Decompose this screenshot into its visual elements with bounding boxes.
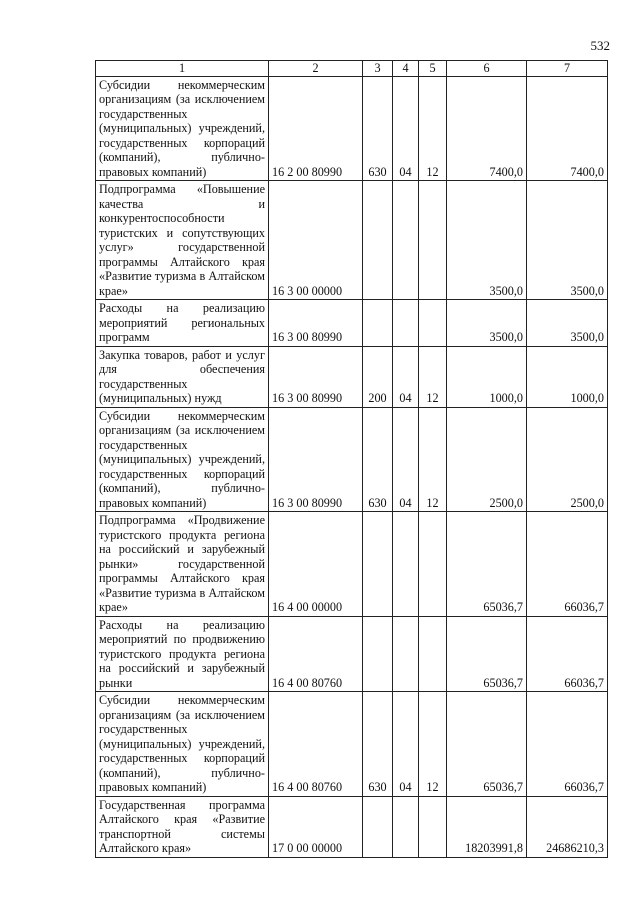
table-row: [96, 300, 608, 347]
item-name: Расходы на реализацию мероприятий по продвижению туристского продукта региона на российский и зарубежный рынки: [96, 616, 269, 692]
section: 04: [393, 76, 419, 181]
table-row: [96, 796, 608, 857]
column-header: 4: [393, 61, 419, 77]
section: 04: [393, 346, 419, 407]
subsection: 12: [419, 346, 447, 407]
expense-type: 200: [363, 346, 393, 407]
expense-type: [363, 616, 393, 692]
amount-col6: 18203991,8: [447, 796, 527, 857]
item-name: Подпрограмма «Продвижение туристского продукта региона на российский и зарубежный рынки» государственной программы Алтайского края «Развитие туризма в Алтайском крае»: [96, 512, 269, 617]
budget-code: 16 3 00 80990: [269, 407, 363, 512]
amount-col6: 65036,7: [447, 616, 527, 692]
section: 04: [393, 407, 419, 512]
budget-code: 16 3 00 00000: [269, 181, 363, 300]
amount-col6: 3500,0: [447, 181, 527, 300]
item-name: Подпрограмма «Повышение качества и конкурентоспособности туристских и сопутствующих услуг» государственной программы Алтайского края «Развитие туризма в Алтайском крае»: [96, 181, 269, 300]
amount-col6: 7400,0: [447, 76, 527, 181]
subsection: [419, 616, 447, 692]
subsection: [419, 796, 447, 857]
subsection: 12: [419, 692, 447, 797]
expense-type: [363, 300, 393, 347]
amount-col6: 65036,7: [447, 692, 527, 797]
table-row: [96, 76, 608, 181]
amount-col7: 7400,0: [527, 76, 608, 181]
item-name: Субсидии некоммерческим организациям (за исключением государственных (муниципальных) учреждений, государственных корпораций (компаний), публично-правовых компаний): [96, 692, 269, 797]
item-name: Расходы на реализацию мероприятий региональных программ: [96, 300, 269, 347]
item-name: Государственная программа Алтайского края «Развитие транспортной системы Алтайского края»: [96, 796, 269, 857]
expense-type: [363, 512, 393, 617]
section: [393, 512, 419, 617]
subsection: 12: [419, 407, 447, 512]
item-name: Субсидии некоммерческим организациям (за исключением государственных (муниципальных) учреждений, государственных корпораций (компаний), публично-правовых компаний): [96, 407, 269, 512]
table-row: [96, 407, 608, 512]
page-number: 532: [590, 38, 610, 53]
amount-col6: 3500,0: [447, 300, 527, 347]
budget-code: 16 4 00 80760: [269, 616, 363, 692]
table-row: [96, 512, 608, 617]
amount-col7: 3500,0: [527, 181, 608, 300]
section: 04: [393, 692, 419, 797]
budget-code: 16 4 00 80760: [269, 692, 363, 797]
amount-col7: 3500,0: [527, 300, 608, 347]
column-header: 7: [527, 61, 608, 77]
table-header-row: [96, 61, 608, 77]
amount-col7: 1000,0: [527, 346, 608, 407]
amount-col7: 2500,0: [527, 407, 608, 512]
budget-table: [95, 60, 608, 858]
section: [393, 616, 419, 692]
budget-code: 16 3 00 80990: [269, 346, 363, 407]
table-row: [96, 346, 608, 407]
expense-type: [363, 796, 393, 857]
table-row: [96, 692, 608, 797]
column-header: 5: [419, 61, 447, 77]
amount-col7: 66036,7: [527, 692, 608, 797]
amount-col7: 24686210,3: [527, 796, 608, 857]
section: [393, 181, 419, 300]
budget-code: 17 0 00 00000: [269, 796, 363, 857]
section: [393, 796, 419, 857]
subsection: [419, 512, 447, 617]
amount-col6: 65036,7: [447, 512, 527, 617]
section: [393, 300, 419, 347]
expense-type: 630: [363, 692, 393, 797]
expense-type: 630: [363, 76, 393, 181]
amount-col7: 66036,7: [527, 616, 608, 692]
column-header: 6: [447, 61, 527, 77]
item-name: Закупка товаров, работ и услуг для обеспечения государственных (муниципальных) нужд: [96, 346, 269, 407]
item-name: Субсидии некоммерческим организациям (за исключением государственных (муниципальных) учреждений, государственных корпораций (компаний), публично-правовых компаний): [96, 76, 269, 181]
budget-code: 16 2 00 80990: [269, 76, 363, 181]
expense-type: [363, 181, 393, 300]
expense-type: 630: [363, 407, 393, 512]
table-row: [96, 616, 608, 692]
subsection: 12: [419, 76, 447, 181]
amount-col7: 66036,7: [527, 512, 608, 617]
budget-code: 16 4 00 00000: [269, 512, 363, 617]
subsection: [419, 300, 447, 347]
column-header: 1: [96, 61, 269, 77]
budget-code: 16 3 00 80990: [269, 300, 363, 347]
column-header: 2: [269, 61, 363, 77]
amount-col6: 1000,0: [447, 346, 527, 407]
subsection: [419, 181, 447, 300]
table-row: [96, 181, 608, 300]
amount-col6: 2500,0: [447, 407, 527, 512]
column-header: 3: [363, 61, 393, 77]
